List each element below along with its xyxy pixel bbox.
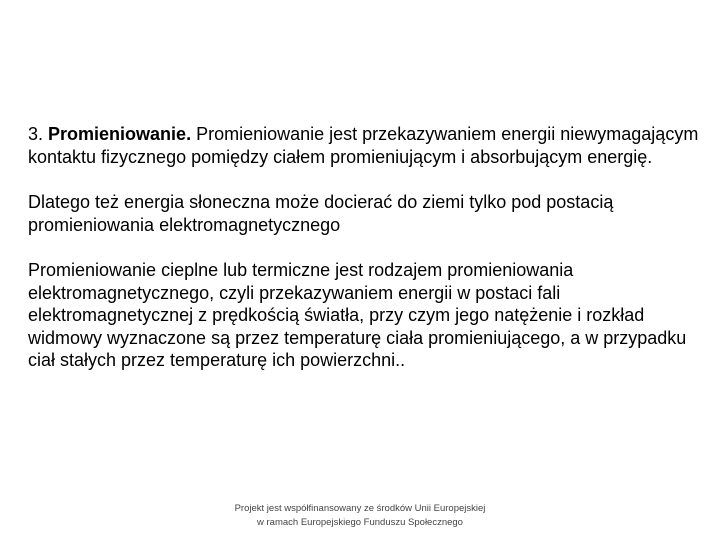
footer-funding-note — [160, 502, 560, 530]
paragraph-text: Promieniowanie jest przekazywaniem energii niewymagającym kontaktu fizycznego pomiędzy ciałem promieniującym i absorbującym energię. — [28, 124, 699, 167]
paragraph-radiation-definition — [28, 123, 708, 168]
footer-line-1: Projekt jest współfinansowany ze środków Unii Europejskiej — [234, 503, 486, 514]
paragraph-text: Promieniowanie cieplne lub termiczne jest rodzajem promieniowania elektromagnetycznego, czyli przekazywaniem energii w postaci fali elektromagnetycznej z prędkością światła, przy czym jego natężenie i rozkład widmowy wyznaczone są przez temperaturę ciała promieniującego, a w przypadku ciał stałych przez temperaturę ich powierzchni.. — [28, 260, 687, 370]
paragraph-number: 3. — [28, 124, 44, 144]
paragraph-solar-energy — [28, 191, 708, 236]
paragraph-heading: Promieniowanie. — [48, 124, 192, 144]
paragraph-thermal-radiation — [28, 259, 708, 372]
slide-content — [28, 123, 708, 372]
paragraph-text: Dlatego też energia słoneczna może docierać do ziemi tylko pod postacią promieniowania elektromagnetycznego — [28, 192, 614, 235]
footer-line-2: w ramach Europejskiego Funduszu Społecznego — [257, 517, 463, 528]
